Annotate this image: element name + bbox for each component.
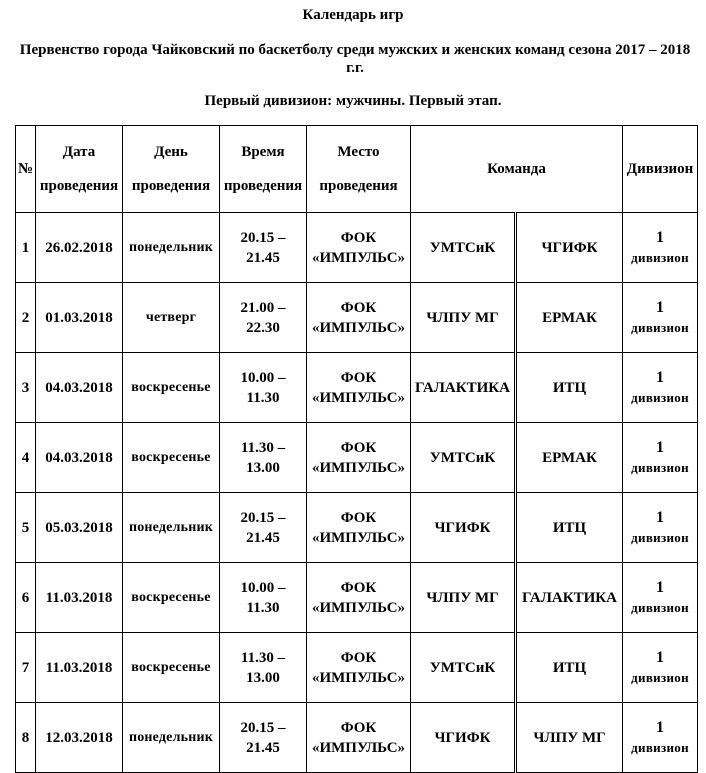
document-subtitle: Первенство города Чайковский по баскетболу среди мужских и женских команд сезона 2017 – 2018 г.г. xyxy=(19,42,691,76)
schedule-table xyxy=(15,125,698,773)
division-number: 1 xyxy=(656,438,665,456)
cell-team-away: ИТЦ xyxy=(516,633,623,703)
header-place-line1: Место xyxy=(337,144,380,160)
time-end: 22.30 xyxy=(246,319,280,336)
header-time-line2: проведения xyxy=(223,178,303,194)
time-end: 11.30 xyxy=(246,389,280,406)
cell-division xyxy=(623,493,698,563)
place-line1: ФОК xyxy=(340,719,377,736)
cell-day: воскресенье xyxy=(123,563,220,633)
cell-date: 05.03.2018 xyxy=(36,493,123,563)
cell-date: 12.03.2018 xyxy=(36,703,123,773)
cell-place xyxy=(307,633,411,703)
table-row xyxy=(16,353,698,423)
header-division: Дивизион xyxy=(623,126,698,213)
cell-team-home: ЧЛПУ МГ xyxy=(411,563,516,633)
cell-division xyxy=(623,213,698,283)
cell-number: 6 xyxy=(16,563,36,633)
place-line2: «ИМПУЛЬС» xyxy=(311,739,406,756)
division-word: дивизион xyxy=(631,739,689,755)
cell-team-home: УМТСиК xyxy=(411,213,516,283)
place-line1: ФОК xyxy=(340,509,377,526)
cell-time xyxy=(220,633,307,703)
time-start: 11.30 – xyxy=(240,649,286,666)
table-row xyxy=(16,563,698,633)
place-line1: ФОК xyxy=(340,369,377,386)
header-day xyxy=(123,126,220,213)
cell-date: 26.02.2018 xyxy=(36,213,123,283)
cell-place xyxy=(307,563,411,633)
table-row xyxy=(16,703,698,773)
cell-date: 11.03.2018 xyxy=(36,633,123,703)
cell-division xyxy=(623,563,698,633)
cell-division xyxy=(623,423,698,493)
header-date-line2: проведения xyxy=(39,178,119,194)
time-start: 20.15 – xyxy=(240,719,286,736)
division-title: Первый дивизион: мужчины. Первый этап. xyxy=(204,93,502,109)
cell-team-away: ИТЦ xyxy=(516,493,623,563)
cell-place xyxy=(307,353,411,423)
cell-day: понедельник xyxy=(123,703,220,773)
division-word: дивизион xyxy=(631,459,689,475)
cell-time xyxy=(220,493,307,563)
place-line1: ФОК xyxy=(340,649,377,666)
place-line1: ФОК xyxy=(340,229,377,246)
cell-time xyxy=(220,423,307,493)
place-line2: «ИМПУЛЬС» xyxy=(311,599,406,616)
place-line1: ФОК xyxy=(340,439,377,456)
header-time-line1: Время xyxy=(241,144,285,160)
time-start: 10.00 – xyxy=(240,369,286,386)
division-number: 1 xyxy=(656,508,665,526)
cell-team-home: ЧЛПУ МГ xyxy=(411,283,516,353)
division-number: 1 xyxy=(656,368,665,386)
place-line2: «ИМПУЛЬС» xyxy=(311,529,406,546)
cell-day: воскресенье xyxy=(123,633,220,703)
document-title: Календарь игр xyxy=(302,7,404,23)
cell-number: 5 xyxy=(16,493,36,563)
time-start: 20.15 – xyxy=(240,509,286,526)
time-end: 13.00 xyxy=(246,459,280,476)
cell-time xyxy=(220,563,307,633)
cell-team-home: ЧГИФК xyxy=(411,703,516,773)
cell-division xyxy=(623,703,698,773)
time-end: 21.45 xyxy=(246,249,280,266)
cell-number: 7 xyxy=(16,633,36,703)
place-line2: «ИМПУЛЬС» xyxy=(311,319,406,336)
table-row xyxy=(16,423,698,493)
division-number: 1 xyxy=(656,648,665,666)
time-end: 13.00 xyxy=(246,669,280,686)
cell-time xyxy=(220,283,307,353)
cell-number: 1 xyxy=(16,213,36,283)
cell-time xyxy=(220,213,307,283)
time-end: 21.45 xyxy=(246,739,280,756)
cell-number: 4 xyxy=(16,423,36,493)
cell-day: понедельник xyxy=(123,493,220,563)
cell-number: 3 xyxy=(16,353,36,423)
division-word: дивизион xyxy=(631,319,689,335)
cell-team-away: ИТЦ xyxy=(516,353,623,423)
table-row xyxy=(16,213,698,283)
header-day-line2: проведения xyxy=(131,178,211,194)
header-date-line1: Дата xyxy=(62,144,96,160)
header-row xyxy=(16,126,698,213)
table-row xyxy=(16,493,698,563)
division-number: 1 xyxy=(656,578,665,596)
division-number: 1 xyxy=(656,228,665,246)
place-line1: ФОК xyxy=(340,299,377,316)
cell-time xyxy=(220,353,307,423)
division-word: дивизион xyxy=(631,249,689,265)
cell-place xyxy=(307,283,411,353)
cell-team-away: ЕРМАК xyxy=(516,283,623,353)
cell-date: 01.03.2018 xyxy=(36,283,123,353)
header-place xyxy=(307,126,411,213)
cell-number: 8 xyxy=(16,703,36,773)
cell-day: понедельник xyxy=(123,213,220,283)
cell-team-away: ЧГИФК xyxy=(516,213,623,283)
division-word: дивизион xyxy=(631,529,689,545)
table-row xyxy=(16,283,698,353)
place-line1: ФОК xyxy=(340,579,377,596)
division-word: дивизион xyxy=(631,669,689,685)
table-row xyxy=(16,633,698,703)
cell-time xyxy=(220,703,307,773)
cell-division xyxy=(623,283,698,353)
header-place-line2: проведения xyxy=(319,178,398,194)
header-day-line1: День xyxy=(154,144,188,160)
time-start: 11.30 – xyxy=(240,439,286,456)
cell-number: 2 xyxy=(16,283,36,353)
cell-division xyxy=(623,633,698,703)
cell-day: воскресенье xyxy=(123,353,220,423)
header-time xyxy=(220,126,307,213)
cell-place xyxy=(307,213,411,283)
cell-place xyxy=(307,423,411,493)
division-number: 1 xyxy=(656,718,665,736)
cell-division xyxy=(623,353,698,423)
header-team: Команда xyxy=(411,126,623,213)
cell-day: четверг xyxy=(123,283,220,353)
time-start: 10.00 – xyxy=(240,579,286,596)
cell-team-away: ЕРМАК xyxy=(516,423,623,493)
place-line2: «ИМПУЛЬС» xyxy=(311,669,406,686)
place-line2: «ИМПУЛЬС» xyxy=(311,459,406,476)
place-line2: «ИМПУЛЬС» xyxy=(311,389,406,406)
cell-day: воскресенье xyxy=(123,423,220,493)
cell-team-away: ГАЛАКТИКА xyxy=(516,563,623,633)
time-start: 21.00 – xyxy=(240,299,286,316)
time-end: 11.30 xyxy=(246,599,280,616)
division-word: дивизион xyxy=(631,389,689,405)
time-start: 20.15 – xyxy=(240,229,286,246)
header-number: № xyxy=(16,126,36,213)
cell-team-home: УМТСиК xyxy=(411,633,516,703)
schedule-rows xyxy=(16,213,698,773)
time-end: 21.45 xyxy=(246,529,280,546)
cell-team-away: ЧЛПУ МГ xyxy=(516,703,623,773)
cell-team-home: УМТСиК xyxy=(411,423,516,493)
division-word: дивизион xyxy=(631,599,689,615)
division-number: 1 xyxy=(656,298,665,316)
cell-date: 04.03.2018 xyxy=(36,423,123,493)
cell-place xyxy=(307,703,411,773)
cell-team-home: ЧГИФК xyxy=(411,493,516,563)
cell-team-home: ГАЛАКТИКА xyxy=(411,353,516,423)
cell-place xyxy=(307,493,411,563)
header-date xyxy=(36,126,123,213)
place-line2: «ИМПУЛЬС» xyxy=(311,249,406,266)
cell-date: 11.03.2018 xyxy=(36,563,123,633)
cell-date: 04.03.2018 xyxy=(36,353,123,423)
